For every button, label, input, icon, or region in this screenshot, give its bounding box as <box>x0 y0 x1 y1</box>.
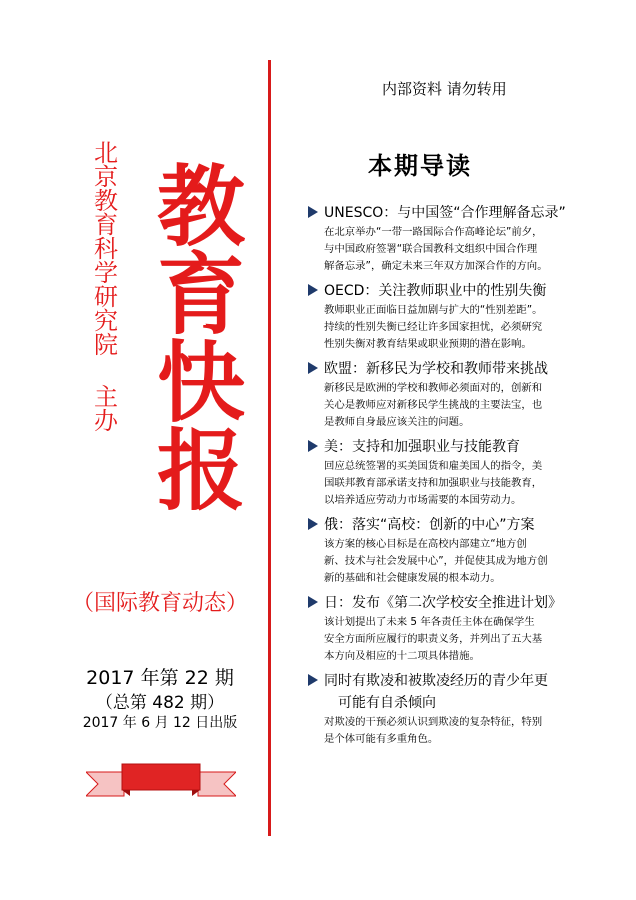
internal-note: 内部资料 请勿转用 <box>382 80 507 98</box>
summary-line: 以培养适应劳动力市场需要的本国劳动力。 <box>324 494 522 506</box>
article-item[interactable] <box>308 202 608 275</box>
article-item[interactable] <box>308 514 608 587</box>
triangle-bullet-icon <box>308 362 318 374</box>
masthead-title: 教育快报 <box>143 160 247 512</box>
column-divider <box>268 60 271 836</box>
summary-line: 新、技术与社会发展中心”，并促使其成为地方创 <box>324 555 548 567</box>
article-headline[interactable]: OECD：关注教师职业中的性别失衡 <box>324 283 547 299</box>
triangle-bullet-icon <box>308 518 318 530</box>
article-item[interactable] <box>308 436 608 509</box>
summary-line: 该计划提出了未来 5 年各责任主体在确保学生 <box>324 616 535 628</box>
triangle-bullet-icon <box>308 596 318 608</box>
article-list <box>308 202 608 753</box>
summary-line: 解备忘录”，确定未来三年双方加深合作的方向。 <box>324 260 548 272</box>
publisher-name: 北京教育科学研究院 <box>89 140 118 356</box>
triangle-bullet-icon <box>308 284 318 296</box>
article-headline[interactable]: 日：发布《第二次学校安全推进计划》 <box>324 595 562 611</box>
article-summary <box>324 302 608 353</box>
article-headline-continued[interactable]: 可能有自杀倾向 <box>338 695 436 711</box>
publisher-role: 主办 <box>89 384 118 432</box>
ribbon-decoration <box>86 758 236 806</box>
article-headline[interactable]: UNESCO：与中国签“合作理解备忘录” <box>324 205 566 221</box>
summary-line: 关心是教师应对新移民学生挑战的主要法宝，也 <box>324 399 543 411</box>
summary-line: 是教师自身最应该关注的问题。 <box>324 416 470 428</box>
triangle-bullet-icon <box>308 206 318 218</box>
article-summary <box>324 614 608 665</box>
article-summary <box>324 536 608 587</box>
total-issue-number: （总第 482 期） <box>95 693 225 713</box>
summary-line: 持续的性别失衡已经让许多国家担忧，必须研究 <box>324 321 543 333</box>
triangle-bullet-icon <box>308 440 318 452</box>
summary-line: 国联邦教育部承诺支持和加强职业与技能教育， <box>324 477 543 489</box>
masthead-subtitle: （国际教育动态） <box>71 591 248 616</box>
article-summary <box>324 458 608 509</box>
summary-line: 与中国政府签署“联合国教科文组织中国合作理 <box>324 243 538 255</box>
article-summary <box>324 714 608 748</box>
guide-title: 本期导读 <box>368 151 472 180</box>
summary-line: 是个体可能有多重角色。 <box>324 733 439 745</box>
article-item[interactable] <box>308 592 608 665</box>
article-summary <box>324 224 608 275</box>
triangle-bullet-icon <box>308 674 318 686</box>
summary-line: 安全方面所应履行的职责义务，并列出了五大基 <box>324 633 543 645</box>
publisher-block <box>90 140 116 432</box>
article-headline[interactable]: 同时有欺凌和被欺凌经历的青少年更 <box>324 673 548 689</box>
summary-line: 新移民是欧洲的学校和教师必须面对的，创新和 <box>324 382 543 394</box>
summary-line: 该方案的核心目标是在高校内部建立“地方创 <box>324 538 527 550</box>
article-item[interactable] <box>308 358 608 431</box>
summary-line: 回应总统签署的买美国货和雇美国人的指令，美 <box>324 460 543 472</box>
summary-line: 对欺凌的干预必须认识到欺凌的复杂特征，特别 <box>324 716 543 728</box>
summary-line: 教师职业正面临日益加剧与扩大的“性别差距”。 <box>324 304 543 316</box>
article-item[interactable] <box>308 280 608 353</box>
publish-date: 2017 年 6 月 12 日出版 <box>82 715 238 731</box>
article-item[interactable] <box>308 670 608 748</box>
summary-line: 在北京举办“一带一路国际合作高峰论坛”前夕， <box>324 226 543 238</box>
summary-line: 本方向及相应的十二项具体措施。 <box>324 650 480 662</box>
issue-number: 2017 年第 22 期 <box>86 667 234 689</box>
summary-line: 性别失衡对教育结果或职业预期的潜在影响。 <box>324 338 532 350</box>
article-headline[interactable]: 美：支持和加强职业与技能教育 <box>324 439 520 455</box>
article-summary <box>324 380 608 431</box>
summary-line: 新的基础和社会健康发展的根本动力。 <box>324 572 501 584</box>
article-headline[interactable]: 俄：落实“高校：创新的中心”方案 <box>324 517 535 533</box>
article-headline[interactable]: 欧盟：新移民为学校和教师带来挑战 <box>324 361 548 377</box>
